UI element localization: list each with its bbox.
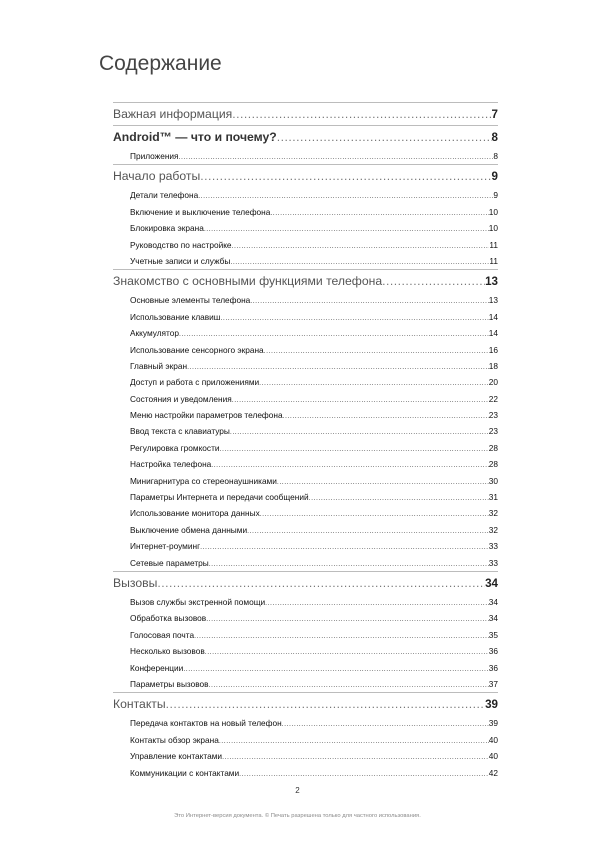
toc-entry-label: Контакты обзор экрана — [130, 734, 219, 745]
dot-leader — [200, 165, 491, 187]
dot-leader — [211, 458, 488, 472]
toc-entry-label: Минигарнитура со стереонаушниками — [130, 475, 277, 486]
toc-entry[interactable] — [113, 204, 498, 220]
toc-entry-page: 28 — [488, 459, 498, 470]
toc-entry-page: 18 — [488, 360, 498, 371]
toc-entry[interactable] — [113, 489, 498, 505]
toc-section-page: 34 — [485, 576, 498, 590]
toc-entry-label: Использование клавиш — [130, 311, 221, 322]
dot-leader — [209, 557, 489, 571]
toc-entry-page: 20 — [488, 377, 498, 388]
toc-entry-page: 8 — [493, 151, 498, 161]
toc-entry-label: Конференции — [130, 662, 184, 673]
dot-leader — [309, 491, 489, 505]
toc-entry-label: Настройка телефона — [130, 459, 212, 470]
toc-entry-label: Управление контактами — [130, 751, 223, 762]
toc-entry[interactable] — [113, 473, 498, 489]
toc-entry-label: Интернет-роуминг — [130, 541, 201, 552]
dot-leader — [187, 360, 489, 374]
toc-entry[interactable] — [113, 253, 498, 269]
toc-entry-label: Детали телефона — [130, 190, 199, 201]
dot-leader — [232, 239, 490, 253]
toc-entry-page: 14 — [488, 328, 498, 339]
dot-leader — [283, 409, 489, 423]
dot-leader — [198, 189, 493, 203]
dot-leader — [265, 596, 489, 610]
dot-leader — [264, 344, 489, 358]
toc-entry-page: 30 — [488, 475, 498, 486]
toc-entry-page: 32 — [488, 524, 498, 535]
dot-leader — [232, 103, 491, 125]
toc-entry-page: 36 — [488, 662, 498, 673]
toc-entry[interactable] — [113, 440, 498, 456]
dot-leader — [179, 327, 489, 341]
toc-entry-page: 23 — [488, 426, 498, 437]
toc-entry[interactable] — [113, 765, 498, 781]
toc-entry-label: Вызов службы экстренной помощи — [130, 596, 266, 607]
toc-entry[interactable] — [113, 732, 498, 748]
dot-leader — [157, 572, 485, 594]
toc-entry-label: Включение и выключение телефона — [130, 206, 271, 217]
toc-entry-label: Доступ и работа с приложениями — [130, 377, 260, 388]
toc-entry-page: 9 — [493, 190, 498, 201]
dot-leader — [194, 629, 489, 643]
toc-entry[interactable] — [113, 148, 498, 164]
toc-entry-label: Основные элементы телефона — [130, 295, 251, 306]
toc-entry-page: 34 — [488, 596, 498, 607]
toc-entry-page: 11 — [489, 239, 498, 250]
toc-section-title: Вызовы — [113, 575, 158, 590]
toc-entry[interactable] — [113, 237, 498, 253]
toc-section-title: Знакомство с основными функциями телефона — [113, 274, 383, 289]
dot-leader — [259, 376, 489, 390]
toc-entry[interactable] — [113, 407, 498, 423]
toc-section-title: Контакты — [113, 697, 166, 712]
toc-entry-page: 34 — [488, 613, 498, 624]
toc-entry[interactable] — [113, 374, 498, 390]
toc-section-heading[interactable] — [113, 270, 498, 292]
toc-entry-page: 42 — [488, 767, 498, 778]
dot-leader — [183, 662, 488, 676]
dot-leader — [239, 767, 489, 781]
dot-leader — [206, 612, 489, 626]
toc-entry-label: Регулировка громкости — [130, 442, 220, 453]
dot-leader — [250, 294, 488, 308]
dot-leader — [382, 270, 485, 292]
toc-entry[interactable] — [113, 594, 498, 610]
toc-entry[interactable] — [113, 309, 498, 325]
toc-section-page: 7 — [491, 108, 498, 121]
toc-entry[interactable] — [113, 522, 498, 538]
toc-section-page: 8 — [491, 131, 498, 144]
dot-leader — [270, 206, 488, 220]
page-title: Содержание — [99, 52, 222, 75]
toc-entry-label: Аккумулятор — [130, 328, 179, 339]
toc-entry[interactable] — [113, 456, 498, 472]
toc-section — [113, 125, 498, 164]
toc-entry[interactable] — [113, 391, 498, 407]
toc-entry[interactable] — [113, 358, 498, 374]
toc-entry-label: Учетные записи и службы — [130, 255, 231, 266]
toc-section — [113, 102, 498, 125]
toc-entry-page: 33 — [488, 557, 498, 568]
toc-entry-label: Коммуникации с контактами — [130, 767, 240, 778]
toc-entry-label: Блокировка экрана — [130, 223, 204, 234]
toc-entry[interactable] — [113, 325, 498, 341]
toc-entry[interactable] — [113, 643, 498, 659]
toc-entry-page: 39 — [488, 718, 498, 729]
toc-entry-label: Меню настройки параметров телефона — [130, 410, 283, 421]
toc-entry-page: 16 — [488, 344, 498, 355]
dot-leader — [205, 645, 489, 659]
toc-section-heading[interactable] — [113, 572, 498, 594]
toc-entry-label: Параметры вызовов — [130, 678, 209, 689]
dot-leader — [220, 311, 488, 325]
toc-entry-label: Обработка вызовов — [130, 613, 207, 624]
toc-entry-page: 36 — [488, 646, 498, 657]
dot-leader — [166, 693, 485, 715]
dot-leader — [204, 222, 489, 236]
dot-leader — [179, 150, 494, 164]
toc-entry[interactable] — [113, 187, 498, 203]
toc-entry[interactable] — [113, 292, 498, 308]
toc-entry-label: Состояния и уведомления — [130, 393, 232, 404]
dot-leader — [222, 750, 489, 764]
toc-entry-page: 35 — [488, 629, 498, 640]
toc-entry[interactable] — [113, 505, 498, 521]
toc-entry[interactable] — [113, 660, 498, 676]
toc-entry[interactable] — [113, 555, 498, 571]
page-number: 2 — [295, 786, 300, 795]
dot-leader — [209, 678, 489, 692]
toc-section-page: 9 — [491, 170, 498, 184]
toc-entry[interactable] — [113, 342, 498, 358]
toc-entry-label: Сетевые параметры — [130, 557, 209, 568]
toc-entry-label: Использование монитора данных — [130, 508, 260, 519]
toc-entry-page: 22 — [488, 393, 498, 404]
toc-entry-page: 13 — [488, 295, 498, 306]
toc-entry-page: 23 — [488, 410, 498, 421]
table-of-contents — [113, 102, 498, 781]
dot-leader — [230, 425, 489, 439]
toc-entry-label: Передача контактов на новый телефон — [130, 718, 282, 729]
toc-entry-label: Использование сенсорного экрана — [130, 344, 264, 355]
toc-entry[interactable] — [113, 748, 498, 764]
dot-leader — [282, 717, 489, 731]
toc-section-page: 13 — [485, 275, 498, 289]
toc-entry-page: 33 — [488, 541, 498, 552]
toc-entry[interactable] — [113, 676, 498, 692]
toc-entry-label: Несколько вызовов — [130, 646, 205, 657]
dot-leader — [247, 524, 489, 538]
toc-entry-label: Параметры Интернета и передачи сообщений — [130, 492, 309, 503]
toc-entry-label: Голосовая почта — [130, 629, 195, 640]
toc-entry[interactable] — [113, 715, 498, 731]
toc-section-heading[interactable] — [113, 126, 498, 148]
dot-leader — [230, 255, 489, 269]
toc-entry-page: 37 — [488, 678, 498, 689]
toc-section-title: Android™ — что и почему? — [113, 130, 277, 144]
toc-entry-label: Руководство по настройке — [130, 239, 232, 250]
toc-section-title: Начало работы — [113, 169, 201, 184]
toc-entry-page: 31 — [488, 492, 498, 503]
toc-section-heading[interactable] — [113, 693, 498, 715]
toc-section-heading[interactable] — [113, 103, 498, 125]
dot-leader — [277, 126, 492, 148]
dot-leader — [220, 442, 489, 456]
toc-section — [113, 692, 498, 781]
toc-section — [113, 571, 498, 692]
dot-leader — [200, 540, 489, 554]
toc-entry-page: 40 — [488, 734, 498, 745]
toc-entry[interactable] — [113, 220, 498, 236]
toc-section — [113, 269, 498, 571]
toc-entry-page: 40 — [488, 751, 498, 762]
toc-entry-page: 11 — [489, 255, 498, 266]
toc-entry-label: Главный экран — [130, 360, 188, 371]
footer-note: Это Интернет-версия документа. © Печать разрешена только для частного использования. — [174, 813, 421, 819]
toc-entry-page: 32 — [488, 508, 498, 519]
dot-leader — [260, 507, 489, 521]
toc-entry-label: Выключение обмена данными — [130, 524, 248, 535]
toc-entry-label: Приложения — [130, 151, 179, 161]
toc-section-page: 39 — [485, 698, 498, 712]
toc-entry[interactable] — [113, 538, 498, 554]
toc-entry-page: 28 — [488, 442, 498, 453]
toc-entry-label: Ввод текста с клавиатуры — [130, 426, 230, 437]
toc-entry-page: 10 — [488, 223, 498, 234]
toc-entry-page: 14 — [488, 311, 498, 322]
dot-leader — [219, 734, 489, 748]
toc-section — [113, 164, 498, 269]
toc-entry[interactable] — [113, 627, 498, 643]
toc-entry[interactable] — [113, 610, 498, 626]
toc-section-title: Важная информация — [113, 107, 233, 121]
toc-entry[interactable] — [113, 423, 498, 439]
toc-entry-page: 10 — [488, 206, 498, 217]
dot-leader — [232, 393, 489, 407]
toc-section-heading[interactable] — [113, 165, 498, 187]
dot-leader — [277, 475, 489, 489]
